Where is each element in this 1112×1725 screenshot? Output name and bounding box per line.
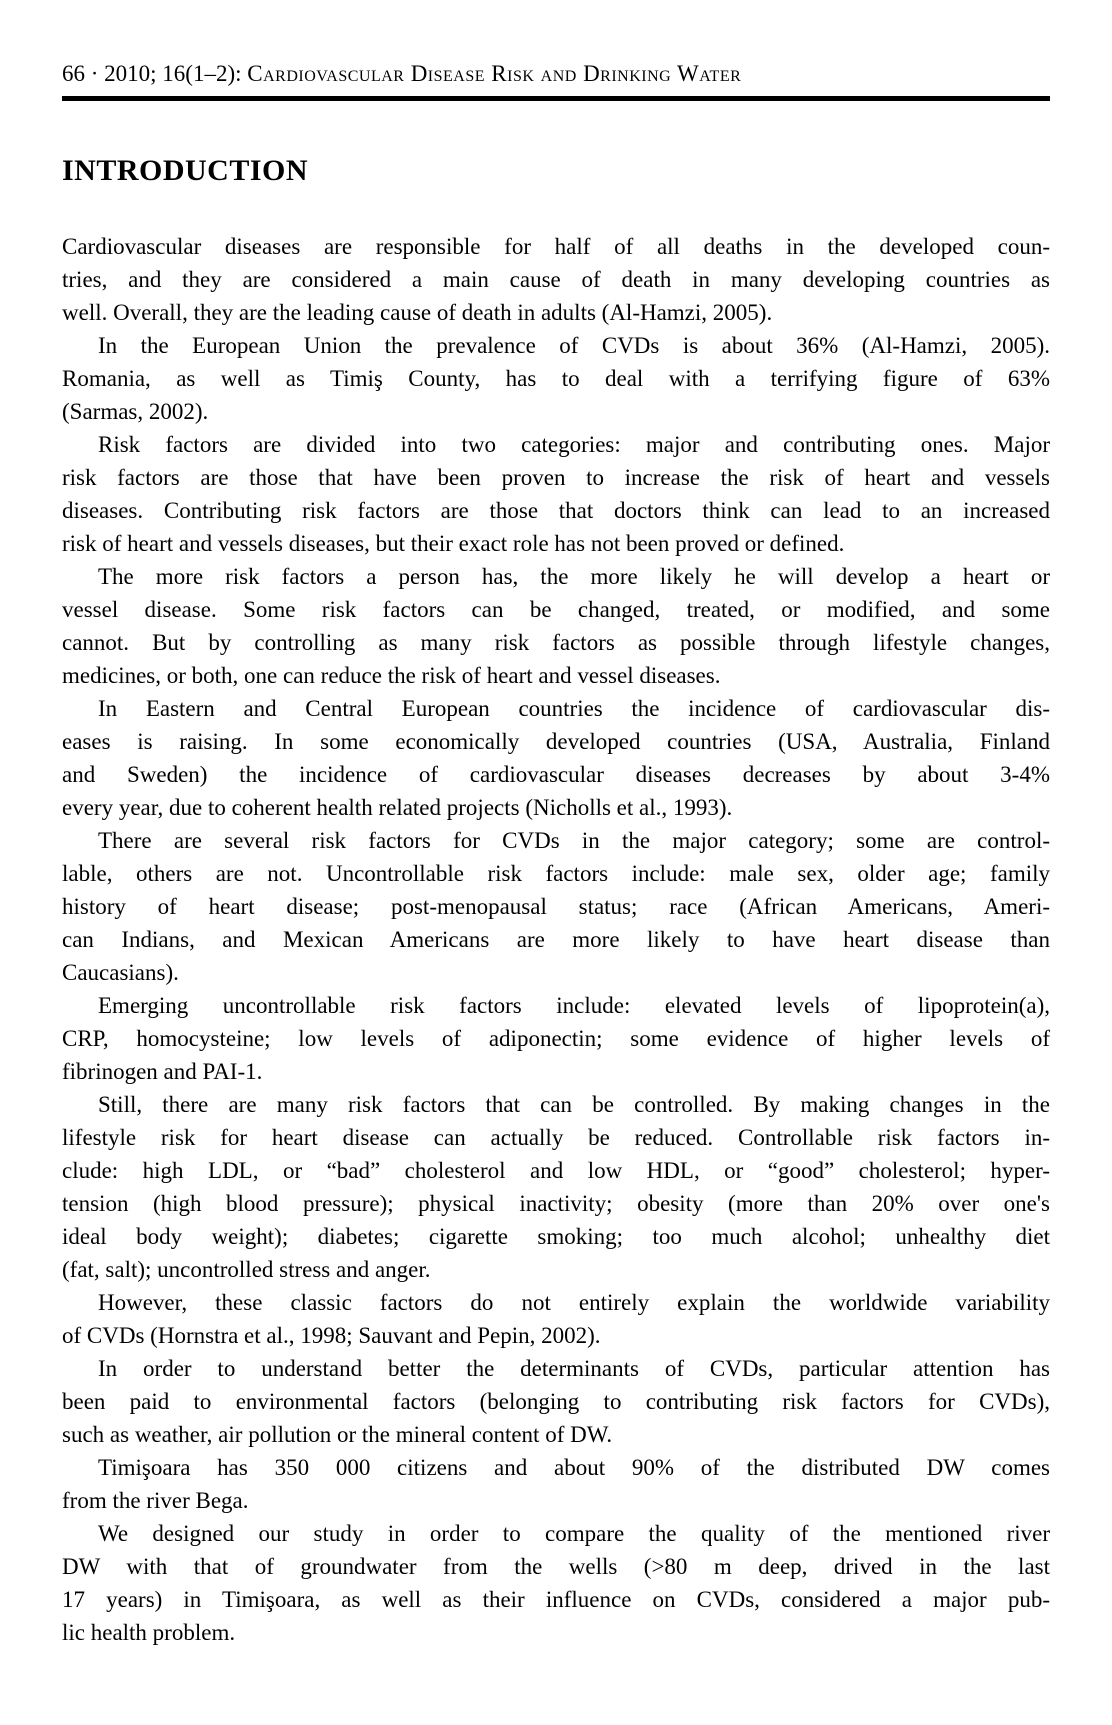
text-line: fibrinogen and PAI-1. — [62, 1059, 263, 1084]
paragraph — [62, 428, 1050, 560]
paragraph — [62, 1517, 1050, 1649]
text-line: Romania, as well as Timiş County, has to deal with a terrifying figure of 63% — [62, 366, 1050, 391]
text-line: from the river Bega. — [62, 1488, 249, 1513]
text-line: In Eastern and Central European countries the incidence of cardiovascular dis- — [98, 696, 1050, 721]
text-line: history of heart disease; post-menopausal status; race (African Americans, Ameri- — [62, 894, 1050, 919]
text-line: DW with that of groundwater from the wells (>80 m deep, drived in the last — [62, 1554, 1050, 1579]
text-line: (Sarmas, 2002). — [62, 399, 209, 424]
text-line: clude: high LDL, or “bad” cholesterol and low HDL, or “good” cholesterol; hyper- — [62, 1158, 1050, 1183]
text-line: well. Overall, they are the leading cause of death in adults (Al-Hamzi, 2005). — [62, 300, 773, 325]
text-line: (fat, salt); uncontrolled stress and anger. — [62, 1257, 431, 1282]
text-line: lable, others are not. Uncontrollable risk factors include: male sex, older age; family — [62, 861, 1050, 886]
paragraph — [62, 692, 1050, 824]
text-line: In order to understand better the determinants of CVDs, particular attention has — [98, 1356, 1050, 1381]
text-line: can Indians, and Mexican Americans are more likely to have heart disease than — [62, 927, 1050, 952]
text-line: Timişoara has 350 000 citizens and about 90% of the distributed DW comes — [98, 1455, 1050, 1480]
paragraph — [62, 329, 1050, 428]
text-line: of CVDs (Hornstra et al., 1998; Sauvant and Pepin, 2002). — [62, 1323, 601, 1348]
paragraph — [62, 230, 1050, 329]
text-line: medicines, or both, one can reduce the risk of heart and vessel diseases. — [62, 663, 721, 688]
page-number-citation: 66 · 2010; 16(1–2): — [62, 61, 248, 86]
text-line: Caucasians). — [62, 960, 179, 985]
text-line: 17 years) in Timişoara, as well as their influence on CVDs, considered a major pub- — [62, 1587, 1050, 1612]
header-rule — [62, 96, 1050, 101]
paragraph — [62, 989, 1050, 1088]
paragraph — [62, 560, 1050, 692]
text-line: such as weather, air pollution or the mineral content of DW. — [62, 1422, 613, 1447]
page-header — [62, 0, 1050, 101]
text-line: every year, due to coherent health related projects (Nicholls et al., 1993). — [62, 795, 733, 820]
text-line: lic health problem. — [62, 1620, 236, 1645]
text-line: tries, and they are considered a main cause of death in many developing countries as — [62, 267, 1050, 292]
paragraph — [62, 1286, 1050, 1352]
text-line: cannot. But by controlling as many risk factors as possible through lifestyle changes, — [62, 630, 1050, 655]
running-head — [62, 0, 1050, 85]
text-line: Risk factors are divided into two categories: major and contributing ones. Major — [98, 432, 1050, 457]
text-line: lifestyle risk for heart disease can actually be reduced. Controllable risk factors in- — [62, 1125, 1050, 1150]
paragraph — [62, 1451, 1050, 1517]
text-line: Still, there are many risk factors that can be controlled. By making changes in the — [98, 1092, 1050, 1117]
text-line: Cardiovascular diseases are responsible for half of all deaths in the developed coun- — [62, 234, 1050, 259]
text-line: risk factors are those that have been proven to increase the risk of heart and vessels — [62, 465, 1050, 490]
text-line: eases is raising. In some economically developed countries (USA, Australia, Finland — [62, 729, 1050, 754]
paragraph — [62, 1088, 1050, 1286]
text-line: tension (high blood pressure); physical inactivity; obesity (more than 20% over one's — [62, 1191, 1050, 1216]
text-line: and Sweden) the incidence of cardiovascular diseases decreases by about 3-4% — [62, 762, 1050, 787]
text-line: been paid to environmental factors (belonging to contributing risk factors for CVDs), — [62, 1389, 1050, 1414]
journal-title: Cardiovascular Disease Risk and Drinking Water — [247, 61, 742, 86]
text-line: diseases. Contributing risk factors are those that doctors think can lead to an increased — [62, 498, 1050, 523]
text-line: vessel disease. Some risk factors can be changed, treated, or modified, and some — [62, 597, 1050, 622]
text-line: CRP, homocysteine; low levels of adiponectin; some evidence of higher levels of — [62, 1026, 1050, 1051]
text-line: However, these classic factors do not entirely explain the worldwide variability — [98, 1290, 1050, 1315]
text-line: In the European Union the prevalence of CVDs is about 36% (Al-Hamzi, 2005). — [98, 333, 1050, 358]
text-line: There are several risk factors for CVDs in the major category; some are control- — [98, 828, 1050, 853]
text-line: risk of heart and vessels diseases, but their exact role has not been proved or defined. — [62, 531, 845, 556]
body-text — [62, 230, 1050, 1649]
text-line: Emerging uncontrollable risk factors include: elevated levels of lipoprotein(a), — [98, 993, 1050, 1018]
paragraph — [62, 1352, 1050, 1451]
text-line: ideal body weight); diabetes; cigarette smoking; too much alcohol; unhealthy diet — [62, 1224, 1050, 1249]
text-line: We designed our study in order to compare the quality of the mentioned river — [98, 1521, 1050, 1546]
section-heading: INTRODUCTION — [62, 154, 309, 187]
text-line: The more risk factors a person has, the more likely he will develop a heart or — [98, 564, 1050, 589]
paragraph — [62, 824, 1050, 989]
